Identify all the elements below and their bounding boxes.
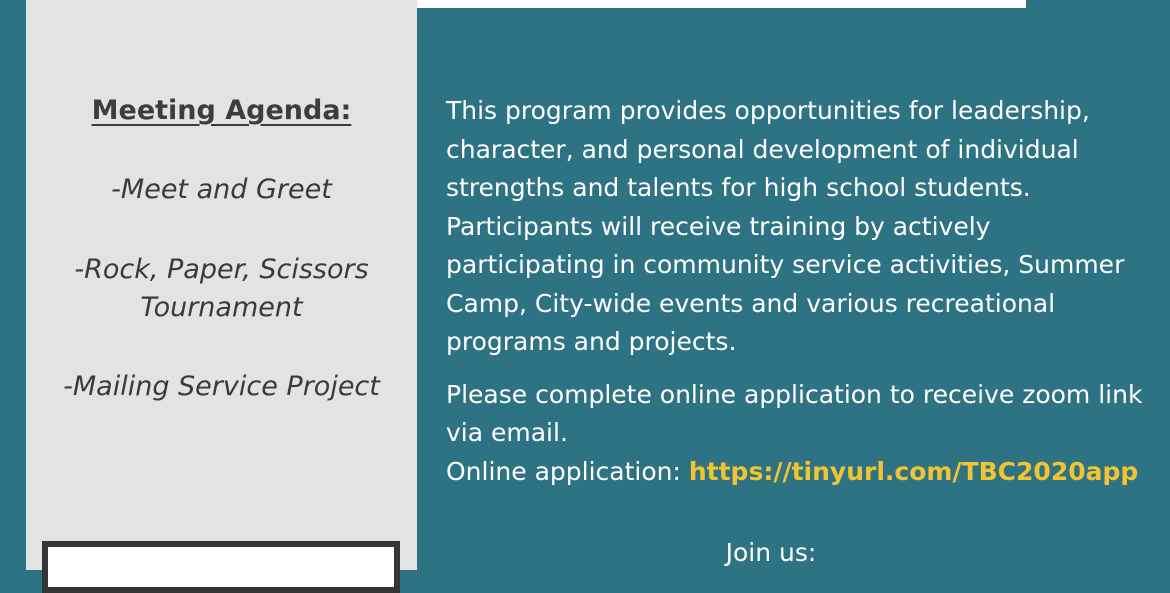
application-label: Online application: <box>446 456 689 486</box>
agenda-title: Meeting Agenda: <box>91 95 352 126</box>
application-link[interactable]: https://tinyurl.com/TBC2020app <box>688 456 1139 486</box>
application-instructions: Please complete online application to receive zoom link via email. <box>446 379 1143 447</box>
image-frame <box>42 541 400 593</box>
agenda-item-mailing-service: -Mailing Service Project <box>63 371 380 402</box>
agenda-item-rps-tournament <box>26 251 417 327</box>
program-description: This program provides opportunities for leadership, character, and personal development of individual strengths and talents for high school students. Participants will receive training by actively participating in community service activities, Summer Camp, City-wide events and various recreational programs and projects. <box>446 96 1125 356</box>
meeting-agenda <box>26 92 417 406</box>
agenda-item-rps-text: -Rock, Paper, Scissors Tournament <box>74 254 369 323</box>
application-line <box>446 453 1146 492</box>
program-info <box>446 92 1146 491</box>
agenda-item-meet-and-greet: -Meet and Greet <box>111 174 332 205</box>
join-us-heading: Join us: <box>725 538 817 567</box>
